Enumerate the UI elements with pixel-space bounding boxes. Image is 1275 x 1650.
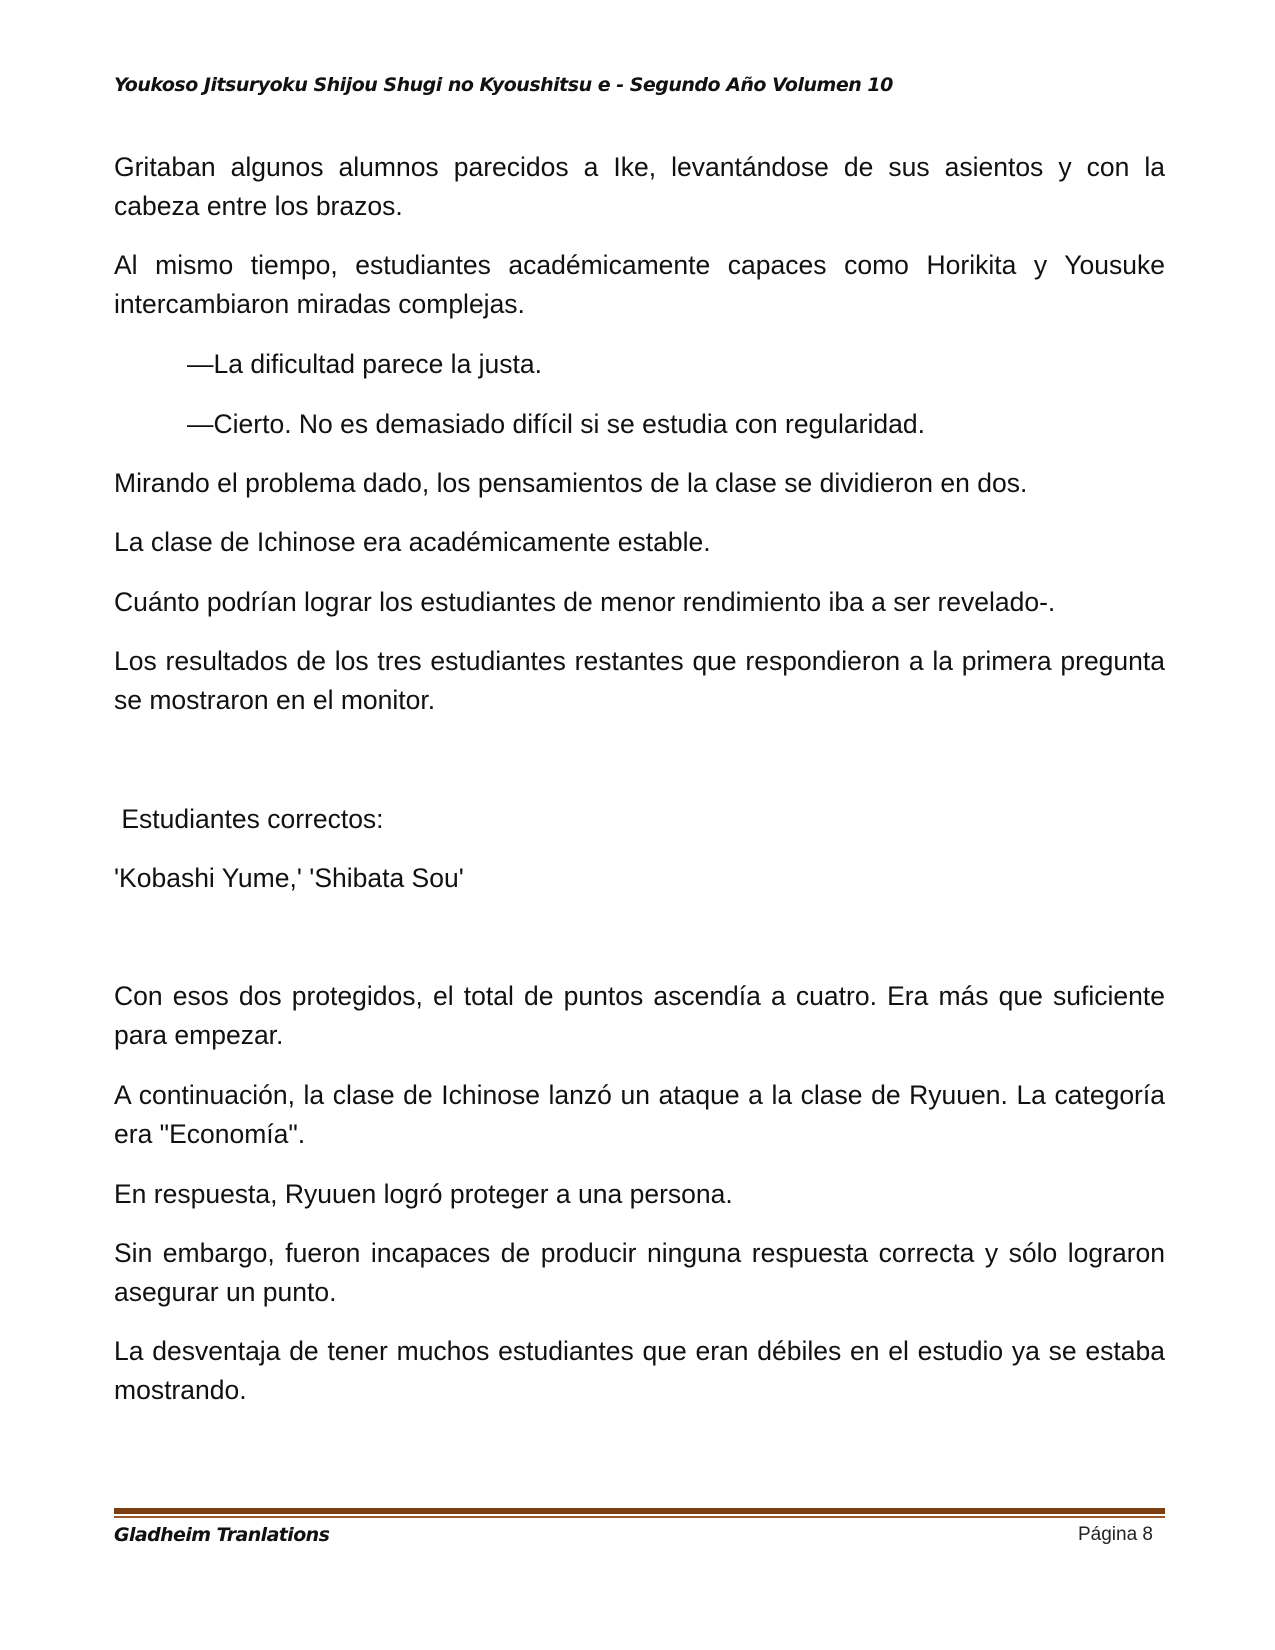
paragraph: Con esos dos protegidos, el total de puntos ascendía a cuatro. Era más que suficiente para empezar. — [114, 981, 1165, 1050]
page-number: Página 8 — [1077, 1524, 1153, 1545]
paragraph: La clase de Ichinose era académicamente estable. — [114, 527, 711, 557]
paragraph: Los resultados de los tres estudiantes restantes que respondieron a la primera pregunta se mostraron en el monitor. — [114, 646, 1165, 715]
dialogue-line: —La dificultad parece la justa. — [187, 349, 543, 379]
dialogue-line: —Cierto. No es demasiado difícil si se estudia con regularidad. — [187, 409, 925, 439]
footer-rule-thin — [114, 1516, 1165, 1518]
results-names: 'Kobashi Yume,' 'Shibata Sou' — [114, 863, 464, 893]
paragraph: Gritaban algunos alumnos parecidos a Ike, levantándose de sus asientos y con la cabeza entre los brazos. — [114, 152, 1165, 221]
paragraph: Sin embargo, fueron incapaces de producir ninguna respuesta correcta y sólo lograron asegurar un punto. — [114, 1238, 1165, 1307]
paragraph: A continuación, la clase de Ichinose lanzó un ataque a la clase de Ryuuen. La categoría era "Economía". — [114, 1080, 1165, 1149]
paragraph: Mirando el problema dado, los pensamientos de la clase se dividieron en dos. — [114, 468, 1028, 498]
footer-rule — [114, 1508, 1165, 1514]
footer-publisher: Gladheim Tranlations — [114, 1524, 330, 1546]
paragraph: La desventaja de tener muchos estudiantes que eran débiles en el estudio ya se estaba mostrando. — [114, 1336, 1165, 1405]
paragraph: Al mismo tiempo, estudiantes académicamente capaces como Horikita y Yousuke intercambiaron miradas complejas. — [114, 250, 1165, 319]
paragraph: Cuánto podrían lograr los estudiantes de menor rendimiento iba a ser revelado-. — [114, 587, 1056, 617]
results-label: Estudiantes correctos: — [114, 804, 384, 834]
paragraph: En respuesta, Ryuuen logró proteger a una persona. — [114, 1179, 733, 1209]
running-header: Youkoso Jitsuryoku Shijou Shugi no Kyoushitsu e - Segundo Año Volumen 10 — [114, 74, 893, 96]
